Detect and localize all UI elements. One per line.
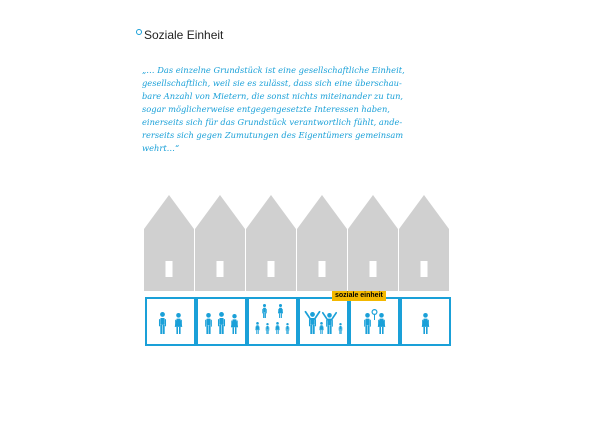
house-icon — [399, 195, 449, 291]
resident-panel — [248, 298, 297, 345]
social-unit-badge: soziale einheit — [332, 291, 386, 301]
window-icon — [217, 261, 224, 277]
window-icon — [268, 261, 275, 277]
residents-panels — [146, 298, 450, 345]
quote-line: rerseits sich gegen Zumutungen des Eigentümers gemeinsam — [142, 130, 404, 140]
house-icon — [297, 195, 347, 291]
resident-panel — [350, 298, 399, 345]
window-icon — [370, 261, 377, 277]
quote-line: einerseits sich für das Grundstück verantwortlich fühlt, ande- — [142, 117, 403, 127]
window-icon — [319, 261, 326, 277]
quote-line: bare Anzahl von Mietern, die sonst nichts miteinander zu tun, — [142, 91, 404, 101]
resident-panel — [146, 298, 195, 345]
resident-panel — [401, 298, 450, 345]
quote-line: gesellschaftlich, weil sie es zulässt, dass sich eine überschau- — [142, 78, 402, 88]
house-icon — [195, 195, 245, 291]
resident-panel — [197, 298, 246, 345]
section-title: Soziale Einheit — [144, 28, 224, 42]
resident-panel — [299, 298, 348, 345]
houses-row — [144, 195, 449, 291]
window-icon — [421, 261, 428, 277]
house-icon — [348, 195, 398, 291]
house-icon — [246, 195, 296, 291]
window-icon — [166, 261, 173, 277]
quote-line: sogar möglicherweise entgegengesetzte Interessen haben, — [142, 104, 390, 114]
quote-line: wehrt…“ — [142, 143, 180, 153]
quote-line: „… Das einzelne Grundstück ist eine gesellschaftliche Einheit, — [142, 65, 405, 75]
house-icon — [144, 195, 194, 291]
